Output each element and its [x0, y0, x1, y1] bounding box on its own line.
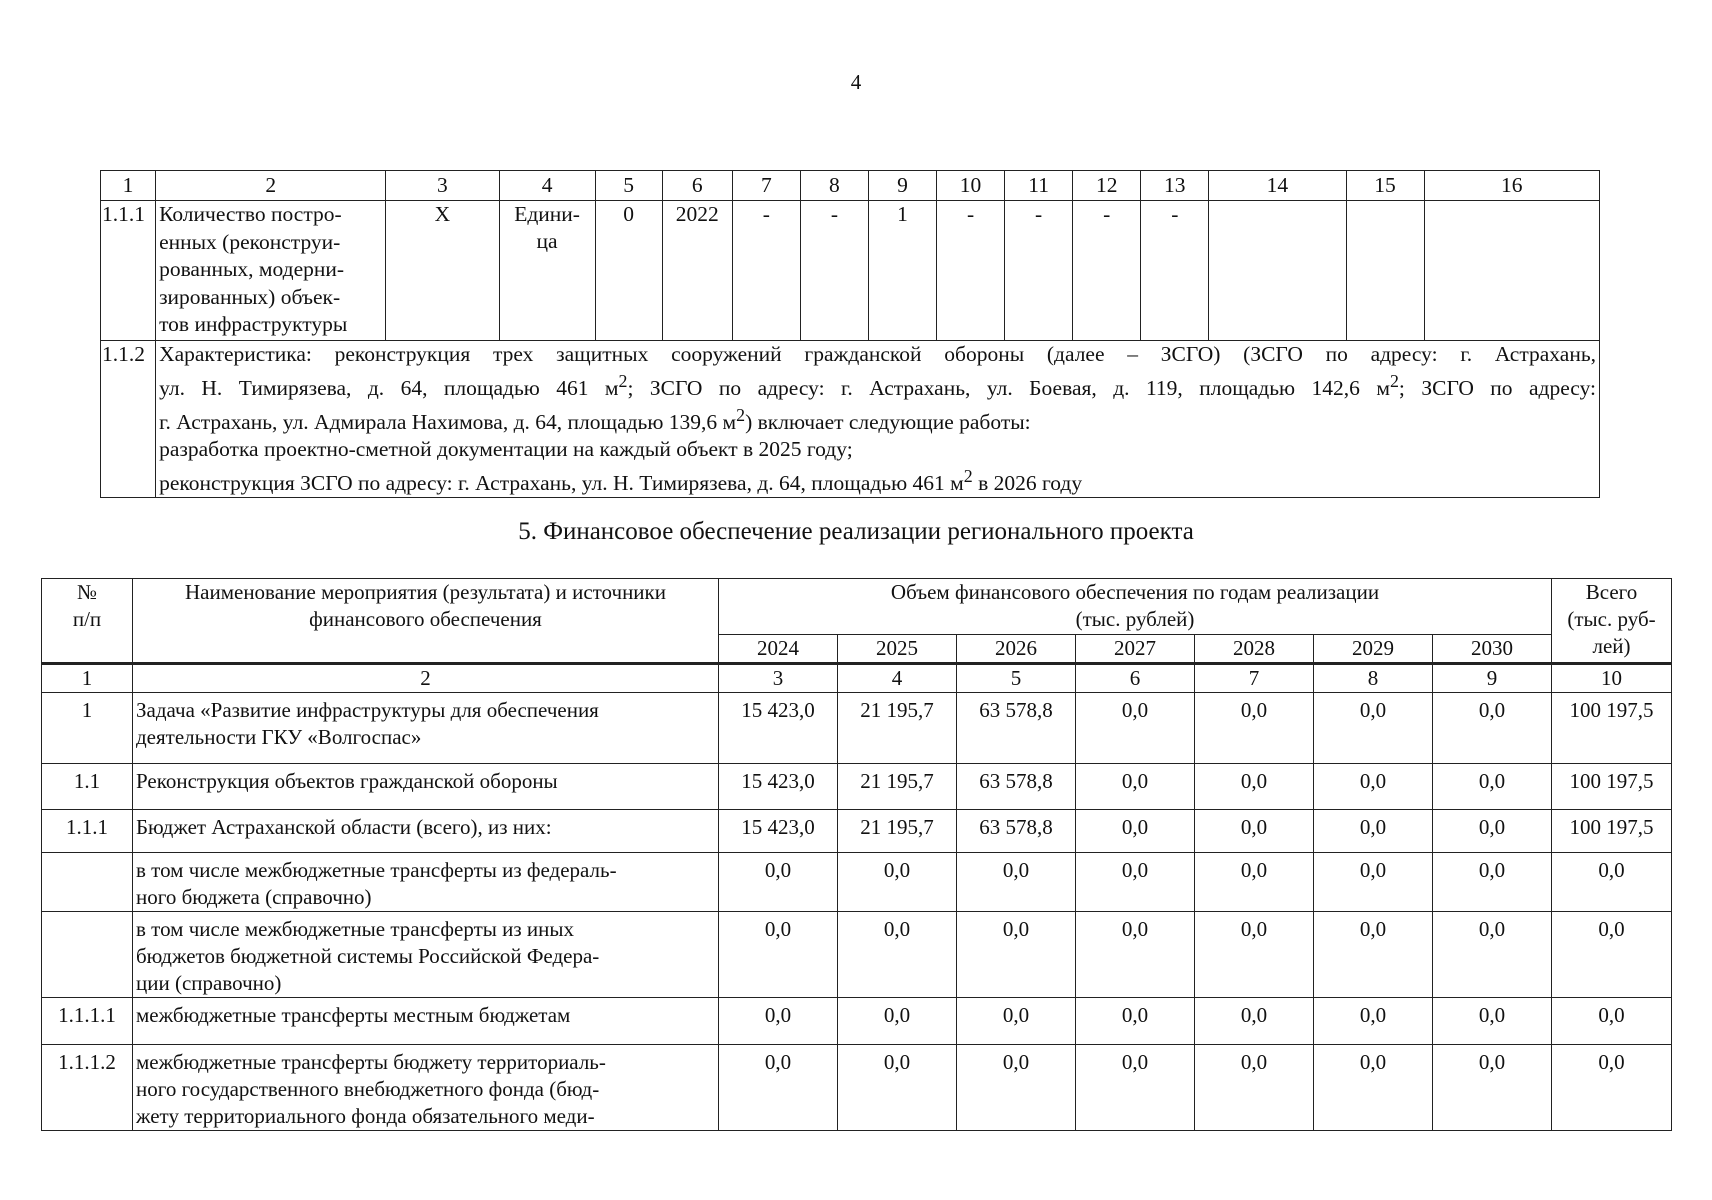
header-total: Всего (тыс. руб- лей) [1552, 579, 1672, 664]
value-cell: 0,0 [1433, 998, 1552, 1045]
row-name: в том числе межбюджетные трансферты из федераль- ного бюджета (справочно) [133, 853, 719, 912]
year-header: 2029 [1314, 635, 1433, 664]
header-row [101, 171, 1600, 201]
value-cell: 0,0 [1076, 810, 1195, 853]
value-cell: 0,0 [1195, 1045, 1314, 1131]
value-cell: 21 195,7 [838, 693, 957, 764]
table-row [42, 853, 1672, 912]
year-header: 2026 [957, 635, 1076, 664]
col-header: 11 [1005, 171, 1073, 201]
value-cell: 0,0 [719, 998, 838, 1045]
column-number: 7 [1195, 664, 1314, 693]
col-header: 16 [1424, 171, 1599, 201]
column-number: 6 [1076, 664, 1195, 693]
col-header: 3 [386, 171, 499, 201]
text-fragment: ; ЗСГО по адресу: г. Астрахань, ул. Боевая, д. 119, площадью 142,6 м [627, 376, 1390, 401]
header-row [42, 579, 1672, 635]
column-numbers-row [42, 664, 1672, 693]
value-cell: 15 423,0 [719, 693, 838, 764]
indicator-type: Х [386, 201, 499, 341]
value-cell: 0,0 [1314, 998, 1433, 1045]
value-cell: - [732, 201, 800, 341]
unit: Едини- ца [499, 201, 595, 341]
row-name: Задача «Развитие инфраструктуры для обеспечения деятельности ГКУ «Волгоспас» [133, 693, 719, 764]
col-header: 5 [595, 171, 662, 201]
text-fragment: ; ЗСГО по адресу: [1398, 376, 1597, 401]
value-cell: 0,0 [1433, 912, 1552, 998]
value-cell: 0,0 [1314, 764, 1433, 810]
value-cell: 15 423,0 [719, 810, 838, 853]
value-cell: 0,0 [1195, 912, 1314, 998]
value-cell: - [1141, 201, 1209, 341]
value-cell: 0,0 [1076, 912, 1195, 998]
row-name: Бюджет Астраханской области (всего), из них: [133, 810, 719, 853]
indicator-table [100, 170, 1600, 498]
value-cell: 0,0 [1314, 853, 1433, 912]
value-cell: - [1073, 201, 1141, 341]
column-number: 2 [133, 664, 719, 693]
value-cell: 0,0 [838, 998, 957, 1045]
characteristic-line [159, 402, 1596, 436]
year-header: 2025 [838, 635, 957, 664]
row-number: 1 [42, 693, 133, 764]
value-cell: 0,0 [1552, 853, 1672, 912]
value-cell: 15 423,0 [719, 764, 838, 810]
superscript: 2 [1389, 371, 1399, 391]
value-cell: 21 195,7 [838, 810, 957, 853]
value-cell: 0,0 [1195, 693, 1314, 764]
table-row [42, 912, 1672, 998]
header-volume: Объем финансового обеспечения по годам реализации (тыс. рублей) [719, 579, 1552, 635]
column-number: 1 [42, 664, 133, 693]
table-row [42, 693, 1672, 764]
row-number [42, 853, 133, 912]
characteristic-line [159, 463, 1596, 497]
table-row [101, 201, 1600, 341]
value-cell: - [1005, 201, 1073, 341]
value-cell: 0,0 [1433, 693, 1552, 764]
value-cell: 100 197,5 [1552, 810, 1672, 853]
text-fragment: реконструкция ЗСГО по адресу: г. Астрахань, ул. Н. Тимирязева, д. 64, площадью 461 м [159, 471, 964, 496]
value-cell: 0,0 [1076, 998, 1195, 1045]
value-cell: 63 578,8 [957, 693, 1076, 764]
characteristic-line: разработка проектно-сметной документации на каждый объект в 2025 году; [159, 437, 853, 462]
value-cell: 0,0 [1076, 693, 1195, 764]
row-name: в том числе межбюджетные трансферты из иных бюджетов бюджетной системы Российской Федера- ции (справочно) [133, 912, 719, 998]
row-number: 1.1.2 [101, 341, 156, 498]
value-cell: 0,0 [1433, 853, 1552, 912]
year-header: 2028 [1195, 635, 1314, 664]
header-name: Наименование мероприятия (результата) и источники финансового обеспечения [133, 579, 719, 664]
value-cell: 0,0 [1552, 998, 1672, 1045]
row-number: 1.1 [42, 764, 133, 810]
column-number: 3 [719, 664, 838, 693]
year-header: 2030 [1433, 635, 1552, 664]
value-cell: 1 [868, 201, 936, 341]
value-cell: 0,0 [719, 912, 838, 998]
value-cell: 0,0 [1433, 1045, 1552, 1131]
value-cell: 0,0 [1314, 810, 1433, 853]
value-cell: 0,0 [1314, 1045, 1433, 1131]
value-cell: 100 197,5 [1552, 764, 1672, 810]
value-cell: 0,0 [1195, 810, 1314, 853]
col-header: 1 [101, 171, 156, 201]
value-cell: 0,0 [1552, 1045, 1672, 1131]
col-header: 10 [937, 171, 1005, 201]
value-cell [1346, 201, 1424, 341]
value-cell: 0,0 [1195, 853, 1314, 912]
value-cell: 0,0 [1314, 693, 1433, 764]
indicator-name: Количество постро- енных (реконструи- рованных, модерни- зированных) объек- тов инфраструктуры [156, 201, 386, 341]
base-year: 2022 [662, 201, 732, 341]
value-cell: 0,0 [838, 1045, 957, 1131]
financing-table [41, 578, 1672, 1131]
column-number: 4 [838, 664, 957, 693]
superscript: 2 [618, 371, 628, 391]
column-number: 9 [1433, 664, 1552, 693]
col-header: 14 [1209, 171, 1346, 201]
characteristic-line [159, 368, 1596, 402]
row-name: межбюджетные трансферты местным бюджетам [133, 998, 719, 1045]
page-number: 4 [850, 70, 862, 94]
col-header: 13 [1141, 171, 1209, 201]
value-cell: 0,0 [957, 853, 1076, 912]
col-header: 4 [499, 171, 595, 201]
value-cell: 0,0 [1433, 764, 1552, 810]
section-title: 5. Финансовое обеспечение реализации регионального проекта [518, 518, 1194, 545]
col-header: 2 [156, 171, 386, 201]
row-name: Реконструкция объектов гражданской обороны [133, 764, 719, 810]
text-fragment: ) включает следующие работы: [745, 410, 1031, 435]
superscript: 2 [963, 466, 973, 487]
characteristic-line: Характеристика: реконструкция трех защитных сооружений гражданской обороны (далее – ЗСГО) (ЗСГО по адресу: г. Астрахань, [159, 342, 1596, 366]
col-header: 12 [1073, 171, 1141, 201]
row-number: 1.1.1 [42, 810, 133, 853]
col-header: 15 [1346, 171, 1424, 201]
value-cell: 0,0 [719, 1045, 838, 1131]
text-fragment: ул. Н. Тимирязева, д. 64, площадью 461 м [159, 376, 619, 401]
value-cell [1424, 201, 1599, 341]
value-cell: 0,0 [1433, 810, 1552, 853]
value-cell: 0,0 [1076, 764, 1195, 810]
value-cell: 0,0 [1552, 912, 1672, 998]
year-header: 2024 [719, 635, 838, 664]
table-row [42, 998, 1672, 1045]
value-cell: 0,0 [957, 912, 1076, 998]
column-number: 10 [1552, 664, 1672, 693]
base-value: 0 [595, 201, 662, 341]
column-number: 5 [957, 664, 1076, 693]
superscript: 2 [736, 405, 746, 426]
value-cell: 0,0 [957, 998, 1076, 1045]
value-cell: 0,0 [1195, 764, 1314, 810]
table-row [101, 341, 1600, 498]
col-header: 8 [800, 171, 868, 201]
header-number: № п/п [42, 579, 133, 664]
row-name: межбюджетные трансферты бюджету территориаль- ного государственного внебюджетного фонда (бюд- жету территориального фонда обязательного меди- [133, 1045, 719, 1131]
value-cell: 0,0 [838, 853, 957, 912]
characteristic-text [156, 341, 1600, 498]
value-cell [1209, 201, 1346, 341]
value-cell: 63 578,8 [957, 810, 1076, 853]
col-header: 7 [732, 171, 800, 201]
table-row [42, 764, 1672, 810]
value-cell: 100 197,5 [1552, 693, 1672, 764]
col-header: 9 [868, 171, 936, 201]
value-cell: 0,0 [1076, 853, 1195, 912]
value-cell: 0,0 [1314, 912, 1433, 998]
row-number: 1.1.1 [101, 201, 156, 341]
row-number [42, 912, 133, 998]
column-number: 8 [1314, 664, 1433, 693]
table-row [42, 1045, 1672, 1131]
value-cell: 0,0 [719, 853, 838, 912]
value-cell: 0,0 [838, 912, 957, 998]
value-cell: 21 195,7 [838, 764, 957, 810]
value-cell: 0,0 [1076, 1045, 1195, 1131]
value-cell: - [800, 201, 868, 341]
value-cell: 63 578,8 [957, 764, 1076, 810]
text-fragment: в 2026 году [972, 471, 1083, 496]
text-fragment: г. Астрахань, ул. Адмирала Нахимова, д. 64, площадью 139,6 м [159, 410, 737, 435]
table-row [42, 810, 1672, 853]
value-cell: - [937, 201, 1005, 341]
year-header: 2027 [1076, 635, 1195, 664]
col-header: 6 [662, 171, 732, 201]
value-cell: 0,0 [1195, 998, 1314, 1045]
row-number: 1.1.1.2 [42, 1045, 133, 1131]
row-number: 1.1.1.1 [42, 998, 133, 1045]
value-cell: 0,0 [957, 1045, 1076, 1131]
